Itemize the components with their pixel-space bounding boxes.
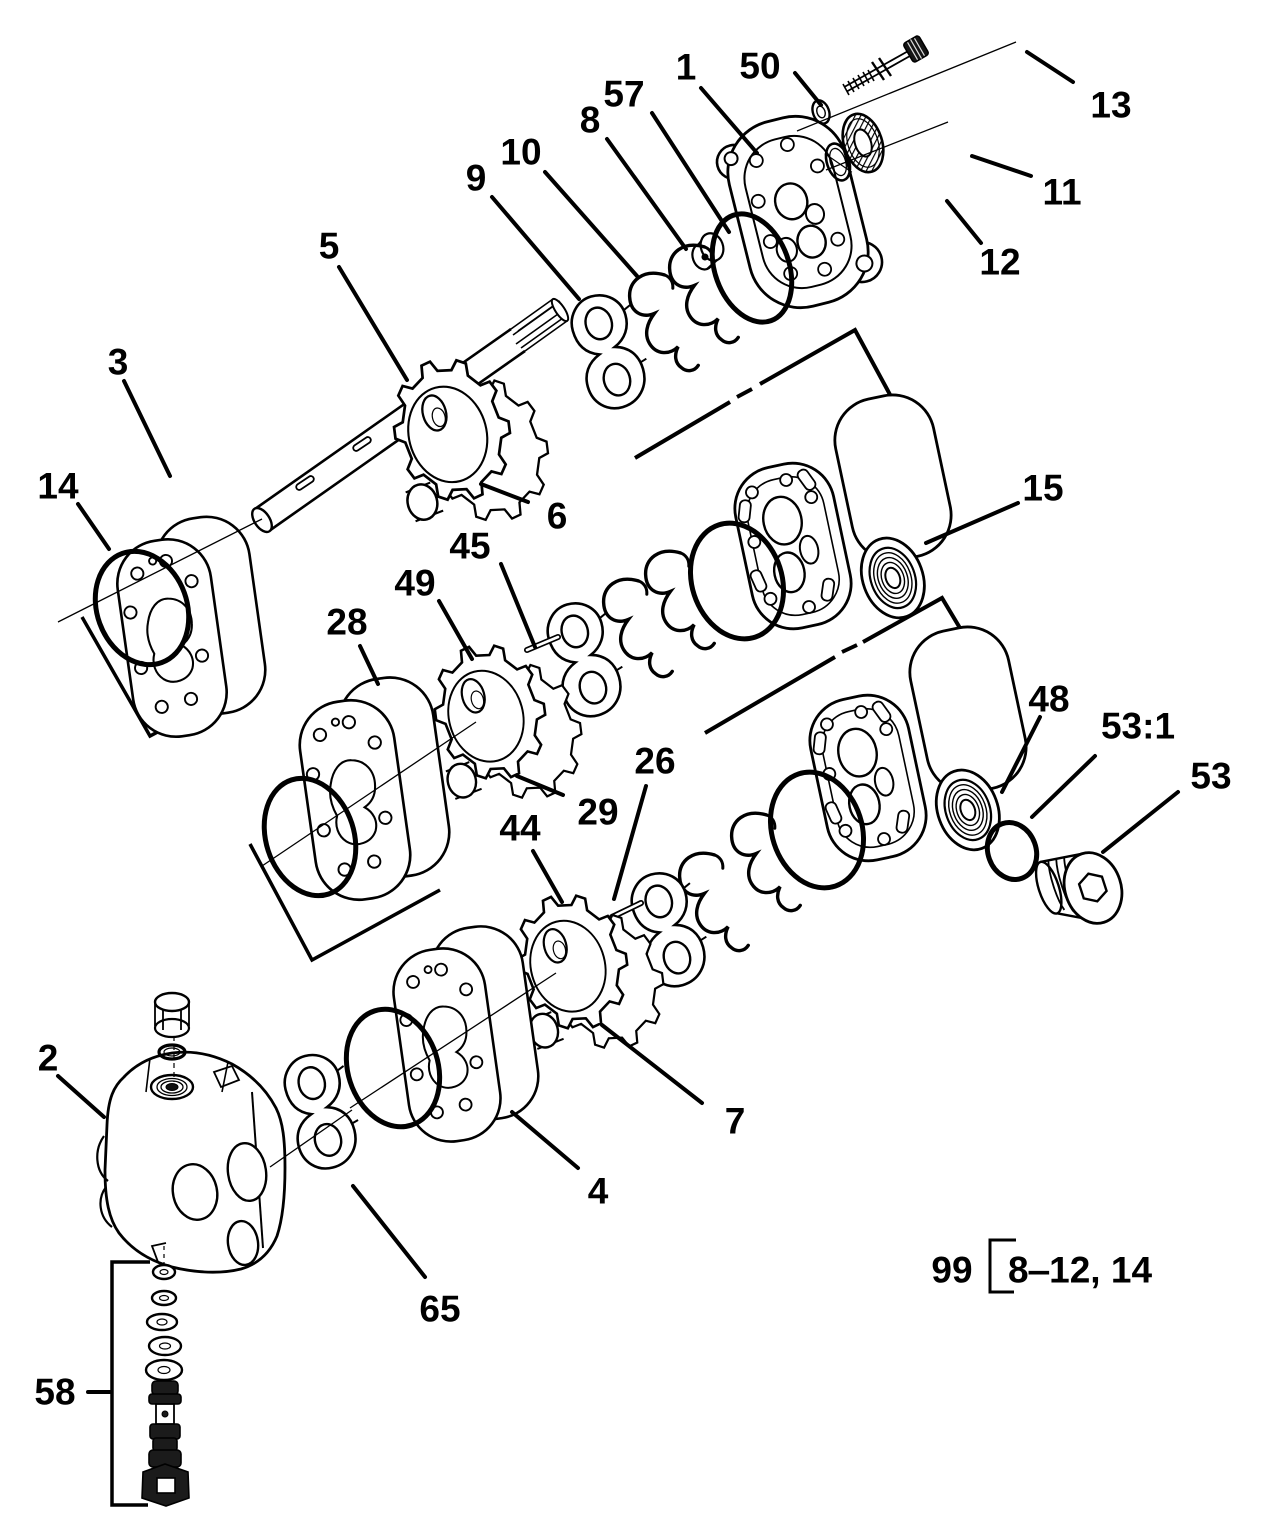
leader-line-9 (492, 197, 579, 299)
part-callout-53:1: 53:1 (1100, 705, 1176, 747)
part-callout-3: 3 (107, 341, 129, 383)
relief-valve-bracket (112, 1262, 150, 1505)
wear-plate-28 (292, 672, 458, 906)
part-callout-58: 58 (34, 1371, 76, 1413)
leader-line-65 (353, 1186, 425, 1277)
part-callout-44: 44 (499, 807, 541, 849)
part-callout-2: 2 (37, 1037, 59, 1079)
part-callout-10: 10 (500, 131, 542, 173)
part-callout-8: 8 (579, 99, 601, 141)
leader-line-53:1 (1032, 756, 1095, 817)
thrust-plate-9 (564, 287, 657, 415)
part-callout-28: 28 (326, 601, 368, 643)
part-callout-45: 45 (449, 525, 491, 567)
part-callout-9: 9 (465, 157, 487, 199)
part-callout-11: 11 (1042, 171, 1082, 213)
leader-line-44 (533, 851, 562, 902)
part-callout-7: 7 (724, 1100, 746, 1142)
part-callout-29: 29 (577, 791, 619, 833)
leader-line-49 (439, 601, 472, 659)
leader-line-13 (1027, 52, 1073, 82)
pump-body-15 (717, 387, 971, 651)
leader-line-2 (58, 1076, 104, 1117)
inlet-threaded-bore (151, 1075, 193, 1099)
leader-line-4 (512, 1112, 578, 1168)
part-callout-5: 5 (318, 225, 340, 267)
cap-bolt-13 (843, 35, 929, 95)
group-note-ref: 99 (931, 1249, 973, 1291)
leader-line-57 (652, 113, 729, 232)
leader-line-12 (947, 201, 981, 243)
relief-valve-assembly-58 (142, 1246, 189, 1506)
leader-line-28 (360, 646, 378, 684)
part-callout-57: 57 (603, 73, 645, 115)
retaining-ring-s2b (641, 545, 715, 658)
part-callout-15: 15 (1022, 467, 1064, 509)
group-note-items: 8‒12, 14 (1008, 1249, 1153, 1291)
shaft-spline (511, 297, 571, 351)
part-callout-53: 53 (1190, 755, 1232, 797)
leader-line-3 (124, 381, 170, 476)
leader-line-10 (545, 172, 637, 276)
wear-plate-3 (109, 511, 273, 742)
leader-line-53 (1103, 792, 1178, 852)
leader-line-8 (607, 139, 686, 249)
leader-line-50 (795, 73, 821, 105)
part-callout-49: 49 (394, 562, 436, 604)
part-callout-65: 65 (419, 1288, 461, 1330)
leader-line-7 (602, 1025, 702, 1103)
part-callout-13: 13 (1090, 84, 1132, 126)
part-callout-4: 4 (587, 1170, 609, 1212)
leader-line-1 (701, 88, 757, 153)
part-callout-12: 12 (979, 241, 1021, 283)
part-callout-14: 14 (37, 465, 79, 507)
part-callout-50: 50 (739, 45, 781, 87)
retaining-ring-s3b (727, 807, 801, 920)
cover-port-plug (687, 230, 729, 272)
part-callout-6: 6 (546, 495, 568, 537)
thrust-plate-65 (278, 1047, 368, 1174)
leader-line-45 (501, 564, 535, 647)
leader-line-5 (339, 267, 407, 380)
leader-line-11 (972, 156, 1031, 176)
inlet-valve-body-2 (97, 1052, 285, 1272)
port-plug-53 (1031, 840, 1131, 938)
wear-plate-4 (386, 921, 546, 1147)
part-callout-1: 1 (675, 46, 697, 88)
part-callout-48: 48 (1028, 678, 1070, 720)
part-callout-26: 26 (634, 740, 676, 782)
leader-line-14 (78, 504, 109, 549)
